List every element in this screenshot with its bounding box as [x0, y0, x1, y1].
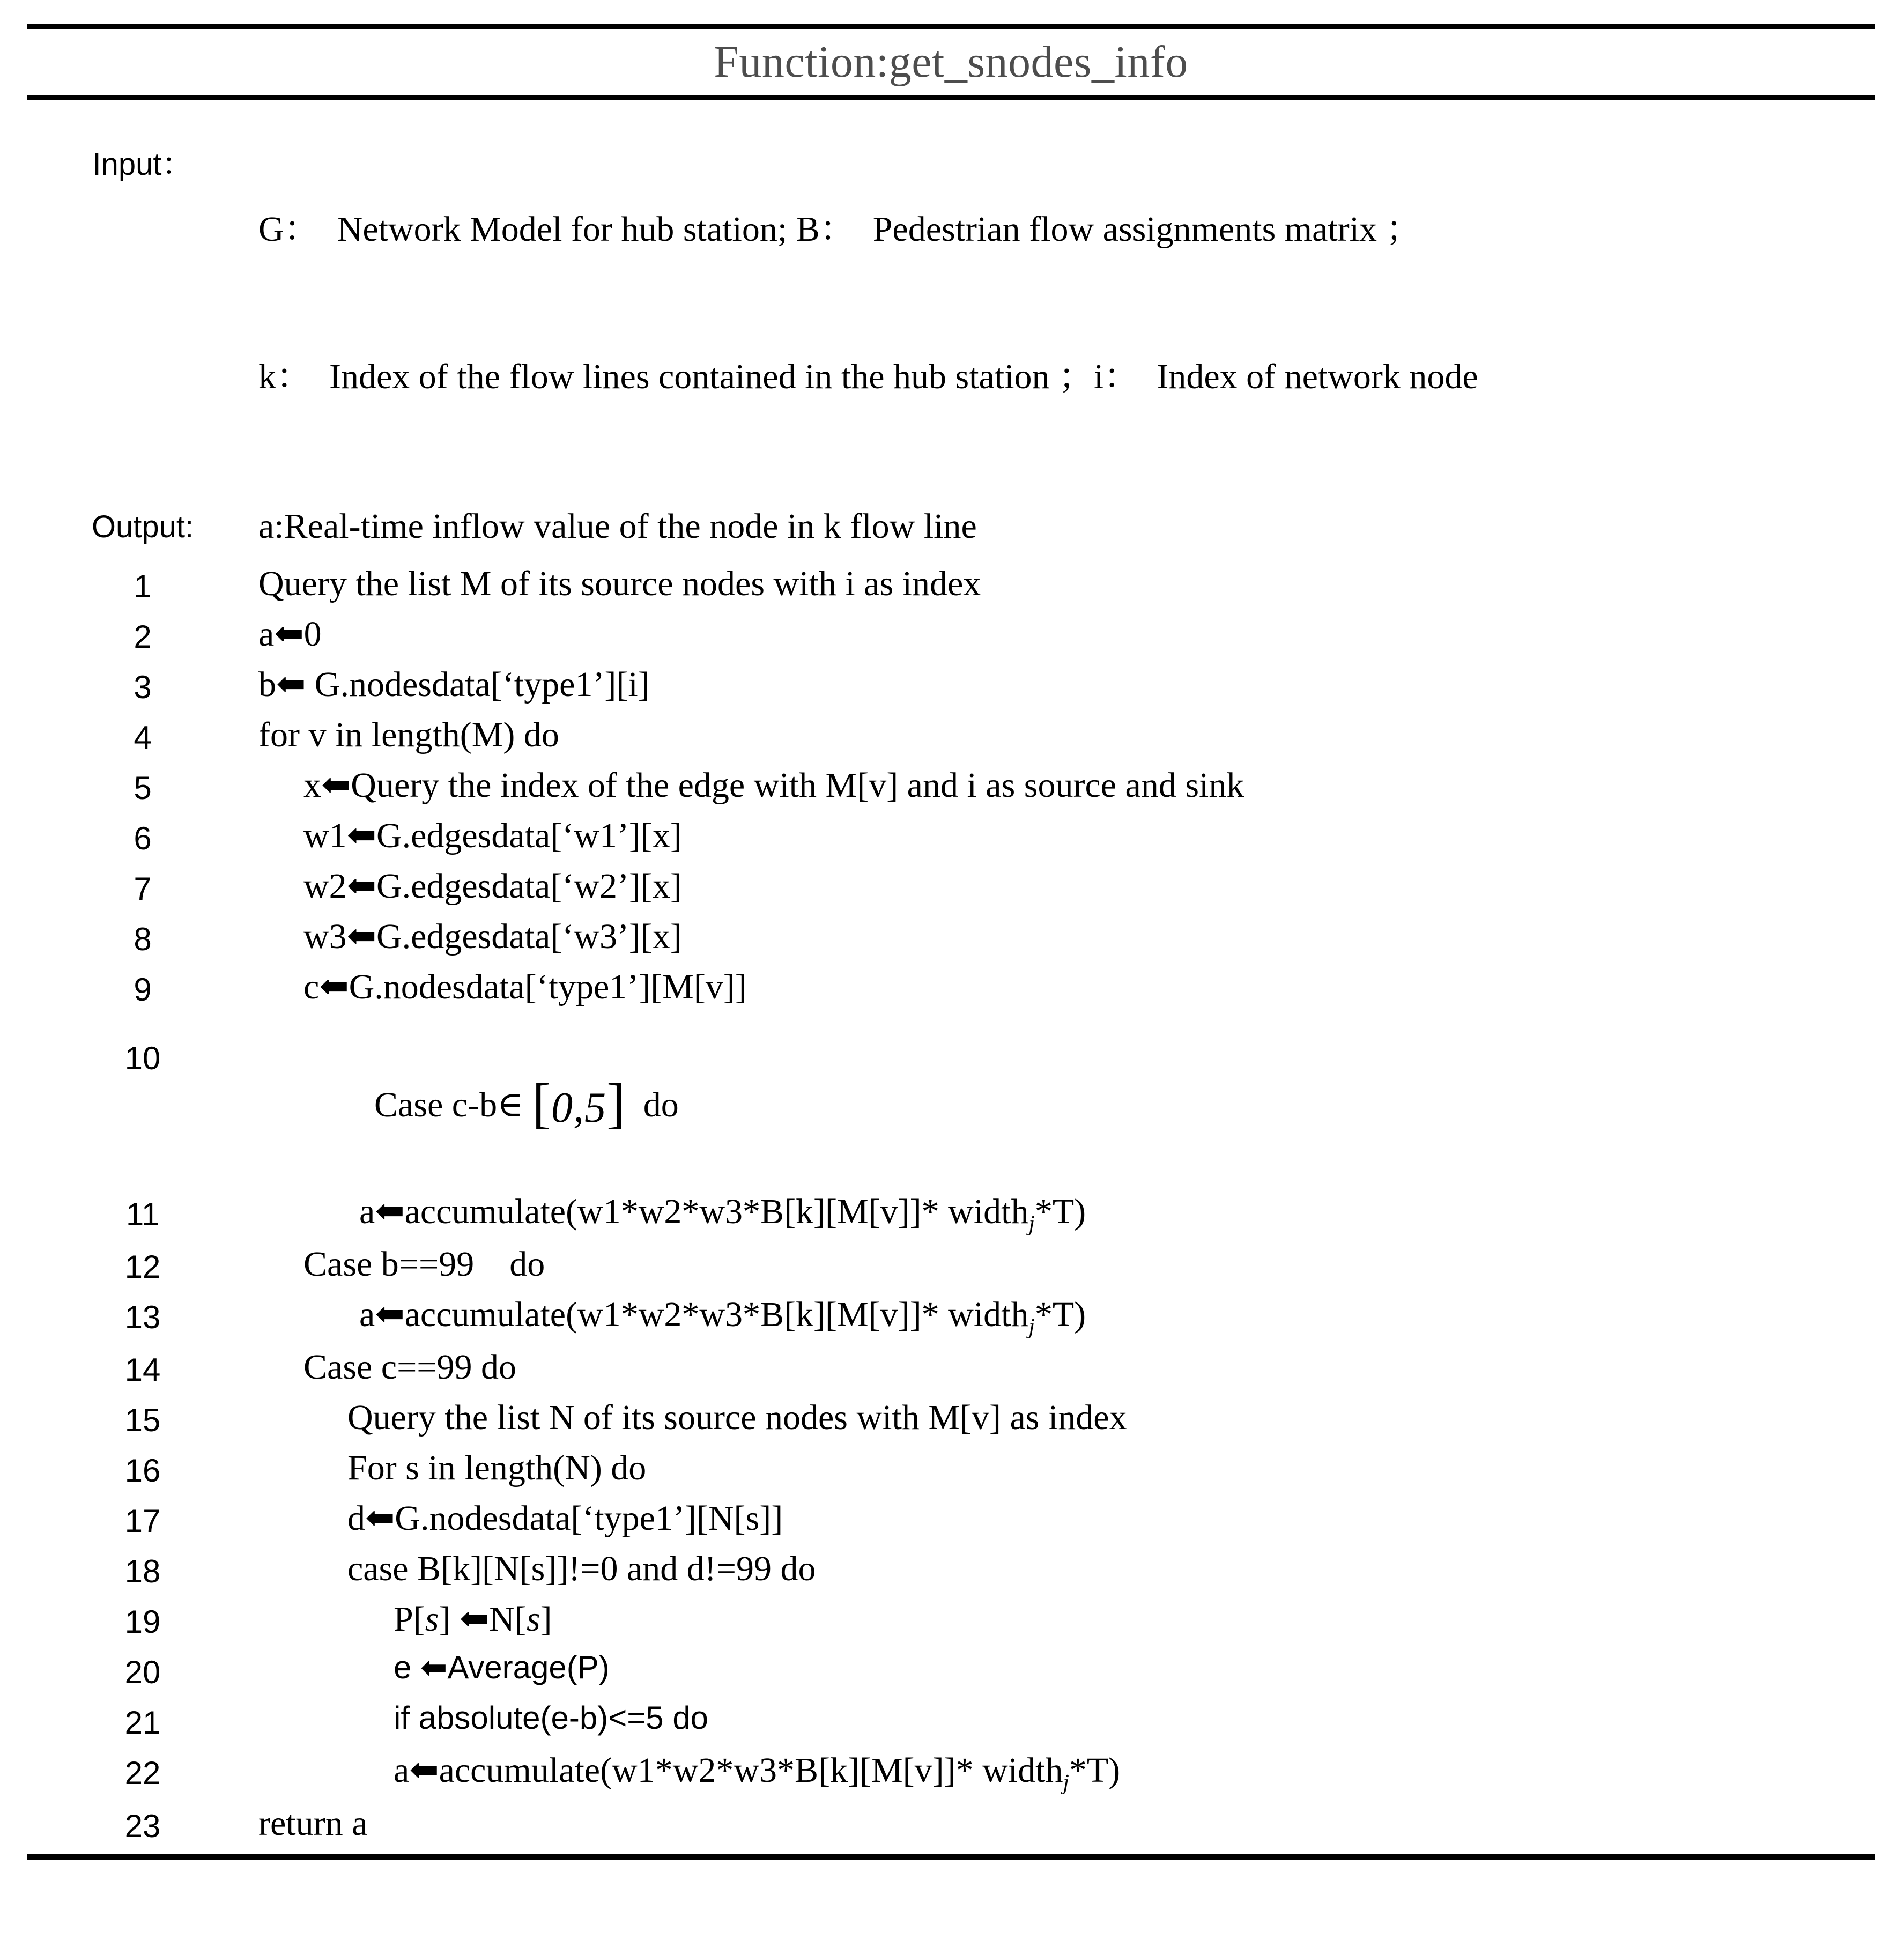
- line-number: 22: [124, 1755, 161, 1792]
- step-row: [27, 663, 1875, 707]
- step-text: Query the list M of its source nodes with i as index: [258, 564, 981, 604]
- step-row: [27, 1598, 1875, 1642]
- accumulate-expression-tail: *T): [1069, 1751, 1121, 1790]
- step-text: w3⬅︎G.edgesdata[‘w3’][x]: [303, 917, 682, 957]
- line-number: 14: [124, 1352, 161, 1388]
- step-row: [27, 764, 1875, 808]
- line-number: 23: [124, 1808, 161, 1844]
- step-text: w1⬅︎G.edgesdata[‘w1’][x]: [303, 816, 682, 856]
- step-text: x⬅︎Query the index of the edge with M[v] and i as source and sink: [303, 766, 1244, 805]
- step-text: Query the list N of its source nodes with M[v] as index: [347, 1398, 1127, 1438]
- step-text: a⬅︎0: [258, 615, 322, 654]
- line-number: 12: [124, 1249, 161, 1285]
- width-subscript: j: [1063, 1770, 1069, 1795]
- input-label: [27, 114, 258, 183]
- interval-open-bracket: [: [532, 1072, 552, 1135]
- line-number: 21: [124, 1705, 161, 1741]
- step-row: [27, 815, 1875, 858]
- step-text: [258, 1749, 1875, 1795]
- step-row: [27, 1190, 1875, 1237]
- step-text: For s in length(N) do: [347, 1448, 647, 1488]
- line-number: 16: [124, 1453, 161, 1489]
- output-body: a:Real-time inflow value of the node in k flow line: [258, 507, 977, 546]
- step-row: [27, 1749, 1875, 1795]
- step-row: [27, 1243, 1875, 1287]
- step-row: [27, 1497, 1875, 1541]
- step-row: [27, 1026, 1875, 1169]
- p-array-open: P[: [394, 1600, 425, 1639]
- line-number: 3: [134, 669, 152, 706]
- step-text: w2⬅︎G.edgesdata[‘w2’][x]: [303, 867, 682, 906]
- step-text: [258, 1293, 1875, 1339]
- line-number: 15: [124, 1402, 161, 1439]
- input-row: [27, 114, 1875, 492]
- p-index: s: [425, 1600, 439, 1639]
- line-number: 18: [124, 1553, 161, 1590]
- line-number: 19: [124, 1604, 161, 1640]
- line-number: 9: [134, 972, 152, 1008]
- algorithm-rows: [27, 100, 1875, 1854]
- algorithm-box: [27, 0, 1875, 1860]
- algorithm-title-band: [27, 29, 1875, 95]
- line-number: 11: [125, 1196, 160, 1232]
- line-number: 2: [134, 619, 152, 655]
- header-separator-rule: [27, 95, 1875, 100]
- line-number: 10: [124, 1040, 161, 1077]
- p-array-close: ]: [439, 1600, 460, 1639]
- line-number: 17: [124, 1503, 161, 1539]
- n-index: s: [526, 1600, 540, 1639]
- line-number: 8: [134, 921, 152, 958]
- case-suffix: do: [625, 1085, 679, 1125]
- width-subscript: j: [1028, 1314, 1035, 1339]
- step-text: [258, 1598, 1875, 1640]
- step-text: Case b==99 do: [303, 1245, 545, 1284]
- output-label-text: Output:: [91, 509, 194, 545]
- interval-close-bracket: ]: [606, 1072, 626, 1135]
- step-row: [27, 613, 1875, 657]
- width-subscript: j: [1028, 1211, 1035, 1235]
- line-number: 7: [134, 871, 152, 907]
- step-row: [27, 1346, 1875, 1390]
- step-text: for v in length(M) do: [258, 715, 559, 755]
- step-row: [27, 562, 1875, 606]
- step-row: [27, 1293, 1875, 1339]
- step-row: [27, 1699, 1875, 1743]
- top-rule: [27, 24, 1875, 29]
- step-row: [27, 865, 1875, 909]
- line-number: 1: [134, 568, 152, 605]
- line-number: 20: [124, 1654, 161, 1691]
- n-array-open: N[: [489, 1600, 527, 1639]
- line-number: 13: [124, 1299, 161, 1336]
- accumulate-expression-head: a⬅︎accumulate(w1*w2*w3*B[k][M[v]]* width: [359, 1191, 1029, 1231]
- line-number: 5: [134, 770, 152, 806]
- assign-arrow-icon: ⬅︎: [459, 1600, 490, 1639]
- output-label: [27, 504, 258, 545]
- input-line-1: G： Network Model for hub station; B： Pedestrian flow assignments matrix ；: [258, 209, 1421, 249]
- algorithm-title: Function:get_snodes_info: [714, 37, 1188, 87]
- interval-expression: [532, 1072, 626, 1135]
- step-text: return a: [258, 1803, 368, 1843]
- step-text: if absolute(e-b)<=5 do: [394, 1700, 709, 1736]
- step-text: Case c==99 do: [303, 1348, 517, 1387]
- step-row: [27, 714, 1875, 758]
- step-text: c⬅︎G.nodesdata[‘type1’][M[v]]: [303, 967, 747, 1007]
- bottom-rule: [27, 1854, 1875, 1860]
- output-row: [27, 504, 1875, 550]
- input-label-text: Input：: [92, 147, 193, 182]
- step-row: [27, 1548, 1875, 1592]
- step-row: [27, 1447, 1875, 1491]
- n-array-close: ]: [540, 1600, 552, 1639]
- step-row: [27, 915, 1875, 959]
- step-row: [27, 1396, 1875, 1440]
- accumulate-expression-head: a⬅︎accumulate(w1*w2*w3*B[k][M[v]]* width: [359, 1295, 1029, 1335]
- step-text: case B[k][N[s]]!=0 and d!=99 do: [347, 1549, 816, 1589]
- step-row: [27, 1648, 1875, 1692]
- accumulate-expression-tail: *T): [1034, 1191, 1086, 1231]
- accumulate-expression-head: a⬅︎accumulate(w1*w2*w3*B[k][M[v]]* width: [394, 1751, 1063, 1790]
- step-text: [258, 1026, 1875, 1169]
- step-row: [27, 1802, 1875, 1846]
- step-text: d⬅︎G.nodesdata[‘type1’][N[s]]: [347, 1499, 783, 1538]
- line-number: 4: [134, 720, 152, 756]
- step-row: [27, 966, 1875, 1010]
- step-text: [258, 1190, 1875, 1237]
- line-number: 6: [134, 820, 152, 857]
- input-body: [258, 114, 1875, 492]
- accumulate-expression-tail: *T): [1034, 1295, 1086, 1335]
- step-text: b⬅︎ G.nodesdata[‘type1’][i]: [258, 665, 650, 705]
- step-text: e ⬅︎Average(P): [394, 1649, 610, 1686]
- case-prefix: Case c-b∈: [374, 1085, 532, 1125]
- input-line-2: k： Index of the flow lines contained in the hub station ；i： Index of network node: [258, 357, 1478, 396]
- interval-values: 0,5: [551, 1084, 607, 1132]
